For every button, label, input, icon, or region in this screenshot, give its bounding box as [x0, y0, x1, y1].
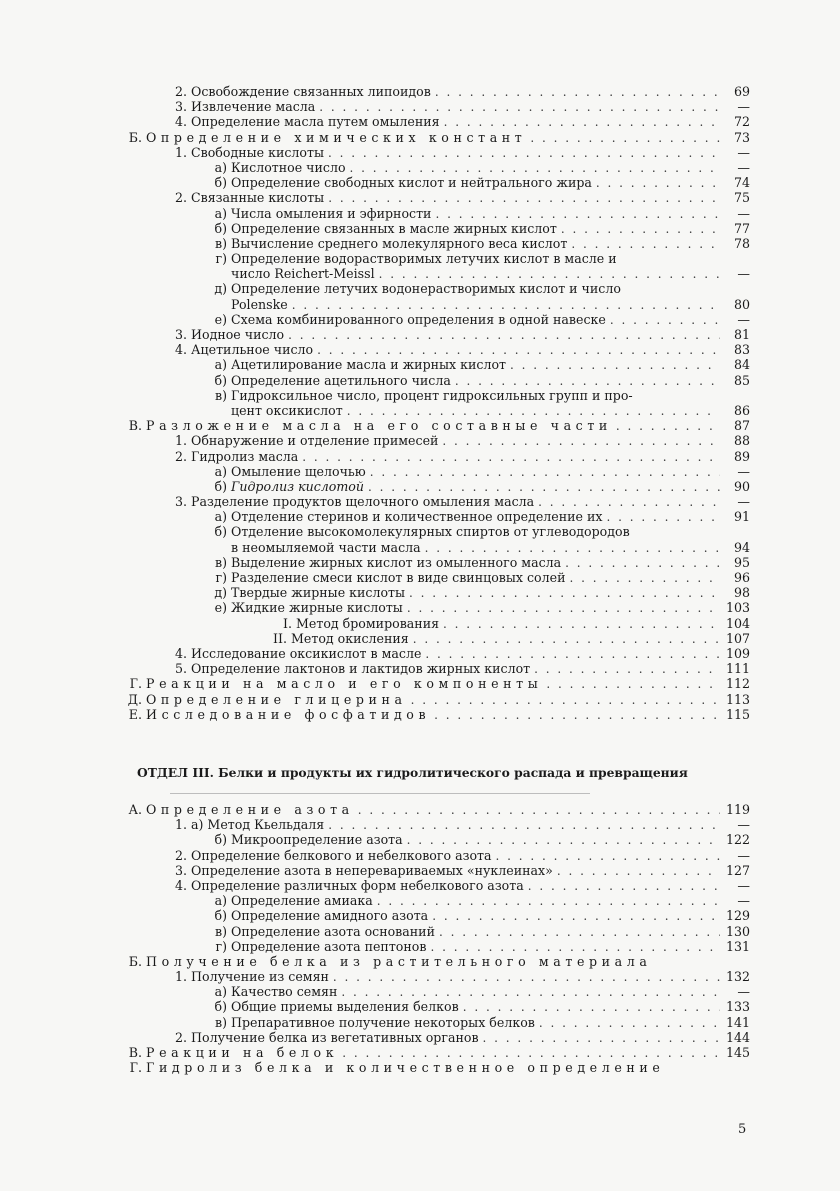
toc-entry — [120, 832, 750, 847]
toc-entry-title: а) Метод Кьельдаля — [191, 817, 325, 833]
dot-leader — [530, 131, 720, 146]
toc-entry-page: — — [737, 817, 750, 833]
toc-entry-number: б) — [214, 220, 227, 236]
toc-entry-page: 85 — [733, 372, 750, 388]
dot-leader — [302, 450, 720, 465]
toc-entry-number: 2. — [174, 847, 187, 863]
dot-leader — [425, 647, 720, 662]
toc-entry-number: 4. — [174, 114, 187, 130]
toc-entry-title: Гидролиз белка и количественное определение — [146, 1060, 665, 1076]
toc-entry-title: Обнаружение и отделение примесей — [191, 433, 439, 449]
page-number: 5 — [738, 1122, 747, 1137]
toc-entry-page: 112 — [725, 676, 750, 692]
toc-entry-page: 88 — [733, 433, 750, 449]
toc-entry-title: Гидролиз масла — [191, 448, 299, 464]
dot-leader — [342, 1046, 720, 1061]
toc-entry-page: 86 — [733, 402, 750, 418]
toc-entry — [120, 646, 750, 661]
toc-entry — [120, 893, 750, 908]
toc-entry-page: 72 — [733, 114, 750, 130]
toc-entry-title: Определение ацетильного числа — [231, 372, 451, 388]
toc-entry-title: Твердые жирные кислоты — [231, 585, 406, 601]
toc-entry-number: а) — [214, 357, 227, 373]
toc-entry-page: — — [737, 877, 750, 893]
toc-entry-page: — — [737, 847, 750, 863]
toc-entry — [120, 190, 750, 205]
toc-entry-number: 2. — [174, 448, 187, 464]
toc-entry-number: е) — [214, 311, 227, 327]
toc-entry-number: 2. — [174, 1029, 187, 1045]
toc-entry-page: 141 — [725, 1014, 750, 1030]
toc-entry-title: Разделение продуктов щелочного омыления масла — [191, 494, 535, 510]
toc-entry-number: 4. — [174, 877, 187, 893]
toc-entry-title: число Reichert-Meissl — [231, 266, 375, 282]
toc-entry-title: Числа омыления и эфирности — [231, 205, 432, 221]
toc-entry — [120, 600, 750, 615]
dot-leader — [561, 222, 720, 237]
toc-entry-number: Г. — [129, 676, 142, 692]
dot-leader — [435, 207, 720, 222]
toc-entry-title: Препаративное получение некоторых белков — [231, 1014, 535, 1030]
toc-entry-number: II. — [273, 630, 287, 646]
toc-part-1 — [120, 84, 750, 722]
toc-entry-page: 90 — [733, 478, 750, 494]
toc-entry-page: 132 — [725, 969, 750, 985]
toc-entry — [120, 327, 750, 342]
toc-entry-number: а) — [214, 463, 227, 479]
toc-entry — [120, 281, 750, 296]
toc-entry — [120, 999, 750, 1014]
dot-leader — [534, 662, 720, 677]
toc-entry-title: Получение белка из вегетативных органов — [191, 1029, 479, 1045]
dot-leader — [368, 480, 720, 495]
dot-leader — [538, 495, 720, 510]
dot-leader — [607, 510, 721, 525]
toc-entry — [120, 357, 750, 372]
toc-entry-number: а) — [214, 205, 227, 221]
toc-entry-title: Определение белкового и небелкового азота — [191, 847, 492, 863]
toc-entry-title: Определение различных форм небелкового азота — [191, 877, 524, 893]
toc-entry-title: Разложение масла на его составные части — [146, 418, 612, 434]
toc-entry — [120, 707, 750, 722]
toc-entry-page: 95 — [733, 554, 750, 570]
toc-entry-title: Ацетильное число — [191, 342, 314, 358]
toc-entry-title: Микроопределение азота — [231, 832, 403, 848]
toc-entry-number: 4. — [174, 645, 187, 661]
toc-entry-number: в) — [214, 387, 227, 403]
toc-entry — [120, 449, 750, 464]
dot-leader — [463, 1000, 720, 1015]
toc-entry-page: 94 — [733, 539, 750, 555]
dot-leader — [407, 601, 720, 616]
toc-entry-page: 96 — [733, 570, 750, 585]
dot-leader — [341, 985, 720, 1000]
toc-entry-page: — — [737, 266, 750, 282]
toc-entry-number: 1. — [174, 817, 187, 833]
toc-entry-page: 84 — [733, 357, 750, 373]
toc-entry-title: Разделение смеси кислот в виде свинцовых солей — [231, 570, 566, 585]
toc-entry-number: 2. — [174, 84, 187, 99]
toc-entry-number: Д. — [127, 691, 142, 707]
toc-entry — [120, 418, 750, 433]
dot-leader — [425, 541, 720, 556]
toc-entry-number: г) — [215, 251, 227, 267]
toc-entry-title: Определение лактонов и лактидов жирных кислот — [191, 661, 531, 677]
toc-entry — [120, 878, 750, 893]
dot-leader — [377, 894, 720, 909]
dot-leader — [432, 909, 720, 924]
toc-entry — [120, 863, 750, 878]
toc-entry-title: Получение белка из растительного материала — [146, 953, 652, 969]
toc-entry — [120, 817, 750, 832]
dot-leader — [510, 358, 720, 373]
toc-entry — [120, 1015, 750, 1030]
toc-entry-page: — — [737, 159, 750, 175]
dot-leader — [328, 146, 720, 161]
toc-entry-title: Связанные кислоты — [191, 190, 325, 206]
dot-leader — [596, 176, 720, 191]
toc-entry — [120, 221, 750, 236]
toc-entry — [120, 661, 750, 676]
toc-entry-number: Г. — [129, 1060, 142, 1076]
toc-entry-title: Схема комбинированного определения в одной навеске — [231, 311, 606, 327]
toc-entry-page: 133 — [725, 999, 750, 1015]
toc-entry — [120, 236, 750, 251]
toc-entry-number: 3. — [174, 99, 187, 115]
toc-entry-number: 1. — [174, 433, 187, 449]
dot-leader — [288, 328, 720, 343]
toc-entry-title: Метод бромирования — [296, 615, 440, 631]
toc-entry-page: — — [737, 984, 750, 1000]
toc-entry-number: в) — [214, 1014, 227, 1030]
toc-entry-title: Кислотное число — [231, 159, 346, 175]
dot-leader — [483, 1031, 720, 1046]
toc-entry — [120, 403, 750, 418]
toc-entry-number: г) — [215, 938, 227, 954]
toc-entry-title: Определение глицерина — [146, 691, 407, 707]
toc-entry — [120, 312, 750, 327]
toc-entry-title: Определение летучих водонерастворимых кислот и число — [231, 281, 621, 297]
dot-leader — [292, 298, 720, 313]
toc-entry — [120, 266, 750, 281]
toc-entry — [120, 954, 750, 969]
toc-entry-number: В. — [128, 418, 142, 434]
toc-entry — [120, 464, 750, 479]
toc-entry-number: А. — [128, 802, 142, 817]
toc-entry-number: г) — [215, 570, 227, 585]
toc-entry-page: 109 — [725, 645, 750, 661]
toc-entry-page: — — [737, 144, 750, 160]
toc-entry — [120, 509, 750, 524]
dot-leader — [317, 343, 720, 358]
toc-entry — [120, 969, 750, 984]
toc-entry-title: Определение азота в неперевариваемых «нуклеинах» — [191, 862, 553, 878]
toc-entry — [120, 175, 750, 190]
toc-entry-page: 107 — [725, 630, 750, 646]
toc-entry-page: 131 — [725, 938, 750, 954]
toc-entry-number: 4. — [174, 342, 187, 358]
divider — [170, 793, 590, 794]
toc-entry-number: а) — [214, 159, 227, 175]
toc-entry — [120, 297, 750, 312]
toc-entry-page: — — [737, 494, 750, 510]
toc-entry-title: Свободные кислоты — [191, 144, 324, 160]
toc-entry-number: б) — [214, 908, 227, 924]
toc-entry-page: 111 — [725, 661, 750, 677]
toc-entry — [120, 939, 750, 954]
toc-entry-number: а) — [214, 984, 227, 1000]
dot-leader — [443, 617, 720, 632]
toc-entry — [120, 99, 750, 114]
toc-entry-number: б) — [214, 175, 227, 191]
toc-entry-title: Реакции на масло и его компоненты — [146, 676, 543, 692]
toc-entry — [120, 555, 750, 570]
dot-leader — [350, 161, 720, 176]
toc-entry — [120, 676, 750, 691]
toc-part-2 — [120, 802, 750, 1075]
toc-entry-number: Б. — [128, 129, 142, 145]
toc-entry-title: Исследование фосфатидов — [146, 706, 431, 722]
toc-entry-title: Реакции на белок — [146, 1045, 339, 1060]
dot-leader — [379, 267, 720, 282]
toc-entry — [120, 342, 750, 357]
toc-entry-title: Определение амидного азота — [231, 908, 429, 924]
toc-entry — [120, 206, 750, 221]
toc-entry — [120, 114, 750, 129]
toc-entry-number: б) — [214, 478, 227, 494]
toc-entry-title: Метод окисления — [291, 630, 409, 646]
toc-entry-number: 3. — [174, 494, 187, 510]
toc-entry — [120, 1045, 750, 1060]
toc-entry-title: Исследование оксикислот в масле — [191, 645, 422, 661]
dot-leader — [539, 1016, 720, 1031]
section-heading: ОТДЕЛ III. Белки и продукты их гидролитического распада и превращения — [137, 765, 688, 780]
toc-entry-title: Ацетилирование масла и жирных кислот — [231, 357, 507, 373]
toc-entry-page: 98 — [733, 585, 750, 601]
dot-leader — [610, 313, 720, 328]
toc-entry-page: 113 — [725, 691, 750, 707]
dot-leader — [370, 465, 720, 480]
toc-entry — [120, 524, 750, 539]
toc-entry — [120, 570, 750, 585]
dot-leader — [358, 803, 720, 818]
toc-entry — [120, 373, 750, 388]
toc-entry-page: 80 — [733, 296, 750, 312]
dot-leader — [435, 85, 720, 100]
dot-leader — [347, 404, 720, 419]
toc-entry-title: Общие приемы выделения белков — [231, 999, 459, 1015]
dot-leader — [407, 833, 720, 848]
toc-entry-page: — — [737, 99, 750, 115]
toc-entry-title: Определение азота — [146, 802, 354, 817]
toc-entry-number: б) — [214, 999, 227, 1015]
toc-entry — [120, 984, 750, 999]
toc-entry-page: 129 — [725, 908, 750, 924]
toc-entry-page: 91 — [733, 509, 750, 525]
toc-entry-page: 145 — [725, 1045, 750, 1060]
toc-entry-title: Гидроксильное число, процент гидроксильных групп и про- — [231, 387, 633, 403]
toc-entry-number: б) — [214, 372, 227, 388]
toc-entry-page: — — [737, 205, 750, 221]
toc-entry-title: Получение из семян — [191, 969, 329, 985]
toc-entry — [120, 616, 750, 631]
dot-leader — [413, 632, 720, 647]
toc-entry-title: Жидкие жирные кислоты — [231, 600, 403, 616]
toc-entry-number: В. — [128, 1045, 142, 1060]
toc-entry-page: 127 — [725, 862, 750, 878]
toc-entry-page: 119 — [725, 802, 750, 817]
toc-entry — [120, 145, 750, 160]
toc-entry-number: 1. — [174, 969, 187, 985]
dot-leader — [333, 970, 720, 985]
toc-entry-page: 87 — [733, 418, 750, 434]
toc-entry-page: 78 — [733, 235, 750, 251]
dot-leader — [409, 586, 720, 601]
toc-entry-page: 74 — [733, 175, 750, 191]
toc-entry — [120, 1030, 750, 1045]
dot-leader — [569, 571, 720, 586]
toc-entry-title: Определение амиака — [231, 893, 373, 909]
toc-entry-title: Иодное число — [191, 327, 285, 342]
toc-entry-number: 3. — [174, 327, 187, 342]
dot-leader — [439, 925, 720, 940]
toc-entry-number: е) — [214, 600, 227, 616]
toc-entry-number: д) — [214, 281, 227, 297]
toc-entry-title: Определение химических констант — [146, 129, 527, 145]
toc-entry-page: 77 — [733, 220, 750, 236]
dot-leader — [328, 191, 720, 206]
toc-entry-title: Определение связанных в масле жирных кислот — [231, 220, 557, 236]
dot-leader — [319, 100, 720, 115]
toc-entry-number: а) — [214, 893, 227, 909]
dot-leader — [546, 677, 720, 692]
toc-entry — [120, 130, 750, 145]
toc-entry — [120, 479, 750, 494]
toc-entry-number: б) — [214, 524, 227, 540]
toc-entry-title: Отделение стеринов и количественное определение их — [231, 509, 603, 525]
toc-entry-title: цент оксикислот — [231, 402, 343, 418]
toc-entry — [120, 585, 750, 600]
dot-leader — [565, 556, 720, 571]
toc-entry-page: 69 — [733, 84, 750, 99]
toc-entry-number: в) — [214, 554, 227, 570]
toc-entry-page: 130 — [725, 923, 750, 939]
toc-entry-title: Гидролиз кислотой — [231, 478, 364, 494]
toc-entry-title: Омыление щелочью — [231, 463, 366, 479]
toc-entry-number: д) — [214, 585, 227, 601]
toc-entry-page: 73 — [733, 129, 750, 145]
dot-leader — [444, 115, 720, 130]
toc-entry-title: Выделение жирных кислот из омыленного масла — [231, 554, 562, 570]
toc-entry — [120, 631, 750, 646]
dot-leader — [571, 237, 720, 252]
toc-entry-number: 5. — [174, 661, 187, 677]
toc-entry-number: б) — [214, 832, 227, 848]
toc-entry-page: — — [737, 893, 750, 909]
toc-entry-page: 104 — [725, 615, 750, 631]
toc-entry-title: Определение азота оснований — [231, 923, 435, 939]
toc-entry-number: I. — [283, 615, 292, 631]
dot-leader — [616, 419, 720, 434]
toc-entry-page: 75 — [733, 190, 750, 206]
toc-entry-number: 3. — [174, 862, 187, 878]
toc-entry-title: Отделение высокомолекулярных спиртов от углеводородов — [231, 524, 630, 540]
toc-entry-title: Качество семян — [231, 984, 338, 1000]
toc-entry — [120, 388, 750, 403]
toc-entry-title: Освобождение связанных липоидов — [191, 84, 431, 99]
toc-entry-page: 115 — [725, 706, 750, 722]
toc-entry-page: 81 — [733, 327, 750, 342]
toc-entry-number: Б. — [128, 953, 142, 969]
dot-leader — [328, 818, 720, 833]
toc-entry-title: в неомыляемой части масла — [231, 539, 421, 555]
toc-entry-page: 89 — [733, 448, 750, 464]
toc-entry-page: 83 — [733, 342, 750, 358]
toc-entry-title: Polenske — [231, 296, 288, 312]
dot-leader — [442, 434, 720, 449]
toc-entry-page: 144 — [725, 1029, 750, 1045]
toc-entry — [120, 1060, 750, 1075]
dot-leader — [434, 708, 720, 723]
dot-leader — [528, 879, 720, 894]
dot-leader — [455, 374, 720, 389]
toc-entry-title: Определение свободных кислот и нейтрального жира — [231, 175, 592, 191]
toc-entry — [120, 160, 750, 175]
toc-entry — [120, 924, 750, 939]
toc-entry-title: Вычисление среднего молекулярного веса кислот — [231, 235, 568, 251]
toc-entry — [120, 540, 750, 555]
toc-entry-title: Определение азота пептонов — [231, 938, 427, 954]
toc-entry-title: Определение водорастворимых летучих кислот в масле и — [231, 251, 617, 267]
toc-entry-number: 1. — [174, 144, 187, 160]
toc-entry-number: 2. — [174, 190, 187, 206]
toc-entry — [120, 433, 750, 448]
toc-entry — [120, 692, 750, 707]
toc-entry-number: а) — [214, 509, 227, 525]
dot-leader — [496, 849, 720, 864]
toc-entry-page: 103 — [725, 600, 750, 616]
toc-entry — [120, 848, 750, 863]
toc-entry-page: — — [737, 311, 750, 327]
toc-entry — [120, 251, 750, 266]
toc-entry-page: — — [737, 463, 750, 479]
toc-entry-number: Е. — [128, 706, 142, 722]
dot-leader — [557, 864, 720, 879]
toc-entry-number: в) — [214, 235, 227, 251]
dot-leader — [411, 693, 720, 708]
dot-leader — [430, 940, 720, 955]
toc-entry-title: Определение масла путем омыления — [191, 114, 440, 130]
toc-entry — [120, 84, 750, 99]
toc-entry-page: 122 — [725, 832, 750, 848]
toc-entry — [120, 908, 750, 923]
toc-entry — [120, 802, 750, 817]
toc-entry-title: Извлечение масла — [191, 99, 316, 115]
toc-entry-number: в) — [214, 923, 227, 939]
toc-entry — [120, 494, 750, 509]
